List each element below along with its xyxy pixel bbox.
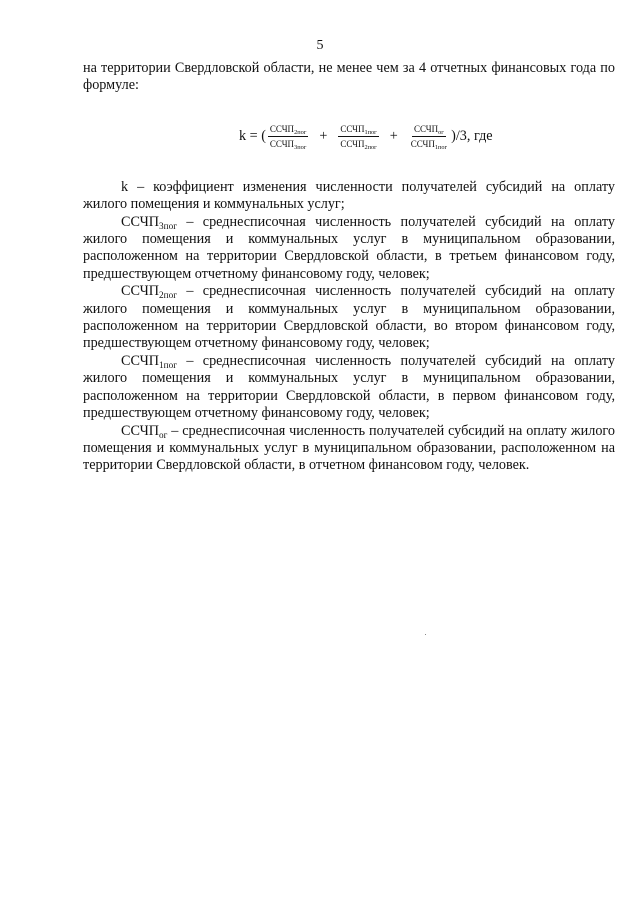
page-number: 5 <box>316 38 324 53</box>
document-body <box>83 60 615 475</box>
formula-plus-1: + <box>319 128 328 145</box>
intro-paragraph: на территории Свердловской области, не менее чем за 4 отчетных финансовых года по формуле: <box>83 60 615 94</box>
formula-lhs: k = ( <box>239 128 266 145</box>
definition-text: – среднесписочная численность получателей субсидий на оплату жилого помещения и коммунальных услуг в муниципальном образовании, расположенном на территории Свердловской области, в отчетном финансовом году, человек. <box>83 422 615 474</box>
definition-paragraph <box>83 283 615 353</box>
formula-fraction-2 <box>338 123 378 150</box>
definition-term-subscript: 3пог <box>159 220 177 231</box>
fraction-denominator: $ССЧП_{1пог}$ <box>410 139 448 152</box>
fraction-numerator: $ССЧП_{1пог}$ <box>340 124 377 137</box>
definition-term: ССЧП <box>121 352 160 369</box>
definition-text: – среднесписочная численность получателей субсидий на оплату жилого помещения и коммунальных услуг в муниципальном образовании, расположенном на территории Свердловской области, в первом финансовом году, предшествующем отчетному финансовому году, человек; <box>83 352 615 422</box>
definition-paragraph <box>83 214 615 284</box>
fraction-numerator: $ССЧП_{ог}$ <box>413 124 444 137</box>
definition-paragraph <box>83 179 615 214</box>
definition-text: – среднесписочная численность получателей субсидий на оплату жилого помещения и коммунальных услуг в муниципальном образовании, расположенном на территории Свердловской области, в третьем финансовом году, предшествующем отчетному финансовому году, человек; <box>83 213 615 282</box>
definition-term: k <box>121 178 129 195</box>
fraction-numerator: $ССЧП_{2пог}$ <box>269 124 307 137</box>
definition-paragraph <box>83 353 615 423</box>
definition-term-subscript: 1пог <box>159 359 177 370</box>
definition-text: – среднесписочная численность получателей субсидий на оплату жилого помещения и коммунальных услуг в муниципальном образовании, расположенном на территории Свердловской области, во втором финансовом году, предшествующем отчетному финансовому году, человек; <box>83 283 615 352</box>
fraction-denominator: $ССЧП_{2пог}$ <box>340 139 377 152</box>
formula-fraction-3 <box>409 123 449 150</box>
definition-paragraph <box>83 423 615 475</box>
formula-fraction-1 <box>268 123 308 150</box>
definition-text: – коэффициент изменения численности получателей субсидий на оплату жилого помещения и коммунальных услуг; <box>83 178 615 213</box>
definition-term-subscript: 2пог <box>159 290 177 301</box>
scan-speck <box>425 634 426 635</box>
definition-term-subscript: ог <box>159 429 168 440</box>
fraction-denominator: $ССЧП_{3пог}$ <box>269 139 307 152</box>
definition-term: ССЧП <box>121 422 160 439</box>
formula-plus-2: + <box>389 128 398 145</box>
formula <box>83 115 615 159</box>
formula-tail: )/3, где <box>451 128 493 145</box>
definition-term: ССЧП <box>121 213 160 230</box>
definition-term: ССЧП <box>121 283 160 300</box>
